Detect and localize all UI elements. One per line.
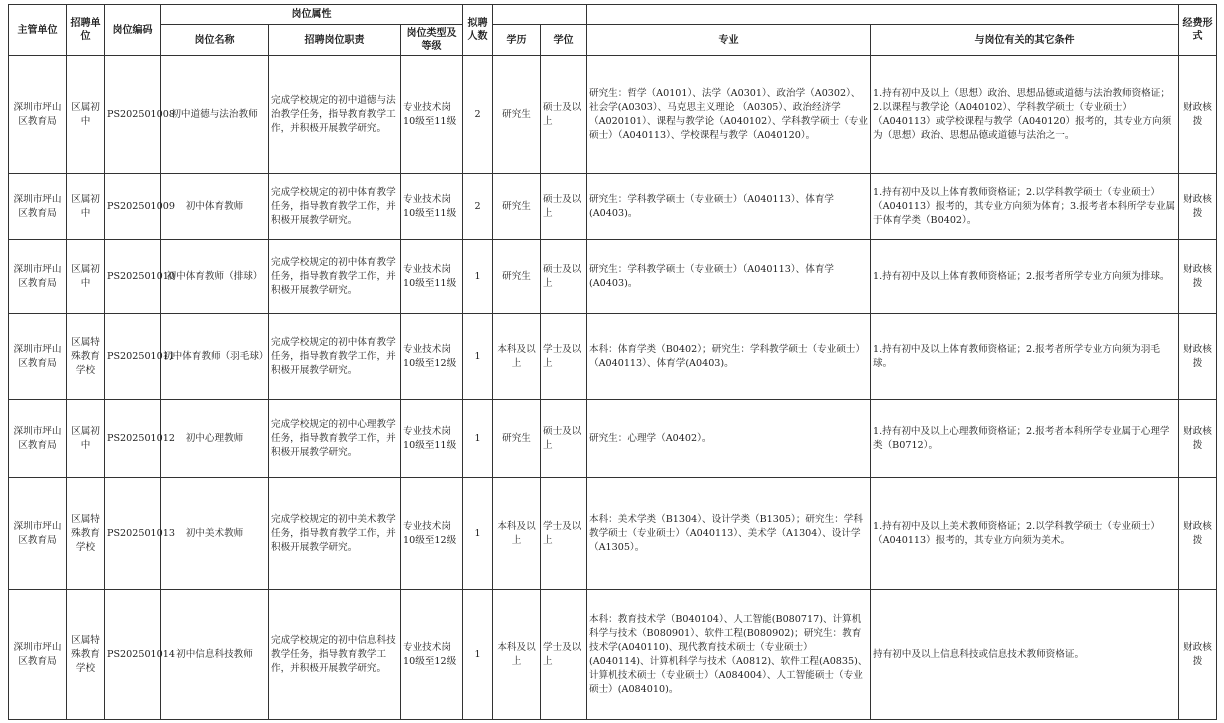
cell-degree: 硕士及以上 — [541, 240, 587, 314]
table-row — [9, 478, 1217, 590]
cell-name: 初中道德与法治教师 — [161, 56, 269, 174]
cell-edu: 研究生 — [493, 174, 541, 240]
cell-edu: 研究生 — [493, 400, 541, 478]
header-other: 与岗位有关的其它条件 — [871, 25, 1179, 56]
cell-name: 初中体育教师（羽毛球） — [161, 314, 269, 400]
cell-name: 初中美术教师 — [161, 478, 269, 590]
cell-other: 1.持有初中及以上体育教师资格证；2.以学科教学硕士（专业硕士）（A040113）报考的，其专业方向须为体育；3.报考者本科所学专业属于体育学类（B0402）。 — [871, 174, 1179, 240]
header-org: 主管单位 — [9, 5, 67, 56]
cell-duty: 完成学校规定的初中体育教学任务，指导教育教学工作，并积极开展教学研究。 — [269, 314, 401, 400]
cell-org: 深圳市坪山区教育局 — [9, 314, 67, 400]
cell-major: 研究生：学科教学硕士（专业硕士）（A040113）、体育学(A0403)。 — [587, 174, 871, 240]
header-duty: 招聘岗位职责 — [269, 25, 401, 56]
cell-code: PS202501014 — [105, 590, 161, 720]
cell-duty: 完成学校规定的初中信息科技教学任务，指导教育教学工作，并积极开展教学研究。 — [269, 590, 401, 720]
cell-major: 本科：美术学类（B1304）、设计学类（B1305）；研究生：学科教学硕士（专业硕士）（A040113）、美术学（A1304）、设计学（A1305）。 — [587, 478, 871, 590]
cell-degree: 硕士及以上 — [541, 174, 587, 240]
header-major: 专业 — [587, 25, 871, 56]
cell-count: 2 — [463, 56, 493, 174]
cell-code: PS202501012 — [105, 400, 161, 478]
table-row — [9, 56, 1217, 174]
cell-count: 2 — [463, 174, 493, 240]
cell-unit: 区属特殊教育学校 — [67, 478, 105, 590]
header-count: 拟聘人数 — [463, 5, 493, 56]
header-fund: 经费形式 — [1179, 5, 1217, 56]
cell-major: 本科：教育技术学（B040104）、人工智能(B080717)、计算机科学与技术（B080901）、软件工程(B080902)；研究生：教育技术学(A040110)、现代教育技术硕士（专业硕士）(A040114)、计算机科学与技术（A0812)、软件工程(A0835)、计算机技术硕士（专业硕士）（A084004）、人工智能硕士（专业硕士）(A084010)。 — [587, 590, 871, 720]
cell-degree: 硕士及以上 — [541, 56, 587, 174]
recruitment-table — [8, 4, 1217, 720]
cell-fund: 财政核拨 — [1179, 56, 1217, 174]
header-group-attr: 岗位属性 — [161, 5, 463, 25]
cell-fund: 财政核拨 — [1179, 240, 1217, 314]
cell-degree: 学士及以上 — [541, 314, 587, 400]
cell-code: PS202501011 — [105, 314, 161, 400]
cell-org: 深圳市坪山区教育局 — [9, 590, 67, 720]
cell-edu: 研究生 — [493, 240, 541, 314]
cell-fund: 财政核拨 — [1179, 174, 1217, 240]
cell-count: 1 — [463, 314, 493, 400]
cell-code: PS202501010 — [105, 240, 161, 314]
cell-edu: 研究生 — [493, 56, 541, 174]
cell-degree: 学士及以上 — [541, 590, 587, 720]
cell-name: 初中信息科技教师 — [161, 590, 269, 720]
header-code: 岗位编码 — [105, 5, 161, 56]
cell-duty: 完成学校规定的初中美术教学任务，指导教育教学工作，并积极开展教学研究。 — [269, 478, 401, 590]
cell-type: 专业技术岗10级至11级 — [401, 174, 463, 240]
cell-count: 1 — [463, 240, 493, 314]
cell-duty: 完成学校规定的初中体育教学任务，指导教育教学工作，并积极开展教学研究。 — [269, 240, 401, 314]
cell-edu: 本科及以上 — [493, 314, 541, 400]
table-row — [9, 400, 1217, 478]
cell-other: 持有初中及以上信息科技或信息技术教师资格证。 — [871, 590, 1179, 720]
table-row — [9, 590, 1217, 720]
cell-other: 1.持有初中及以上心理教师资格证；2.报考者本科所学专业属于心理学类（B0712）。 — [871, 400, 1179, 478]
cell-edu: 本科及以上 — [493, 590, 541, 720]
cell-unit: 区属特殊教育学校 — [67, 314, 105, 400]
header-name: 岗位名称 — [161, 25, 269, 56]
cell-duty: 完成学校规定的初中道德与法治教学任务，指导教育教学工作，并积极开展教学研究。 — [269, 56, 401, 174]
header-type: 岗位类型及等级 — [401, 25, 463, 56]
cell-duty: 完成学校规定的初中心理教学任务，指导教育教学工作，并积极开展教学研究。 — [269, 400, 401, 478]
cell-name: 初中体育教师（排球） — [161, 240, 269, 314]
cell-major: 研究生：哲学（A0101）、法学（A0301）、政治学（A0302）、社会学(A0303）、马克思主义理论 （A0305）、政治经济学（A020101）、课程与教学论（A040102）、学科教学硕士（专业硕士）（A040113）、学校课程与教学（A040120）。 — [587, 56, 871, 174]
cell-fund: 财政核拨 — [1179, 590, 1217, 720]
cell-org: 深圳市坪山区教育局 — [9, 174, 67, 240]
cell-org: 深圳市坪山区教育局 — [9, 478, 67, 590]
cell-org: 深圳市坪山区教育局 — [9, 240, 67, 314]
cell-major: 研究生：心理学（A0402）。 — [587, 400, 871, 478]
cell-type: 专业技术岗10级至11级 — [401, 240, 463, 314]
cell-unit: 区属初中 — [67, 240, 105, 314]
cell-code: PS202501013 — [105, 478, 161, 590]
cell-name: 初中心理教师 — [161, 400, 269, 478]
table-row — [9, 314, 1217, 400]
cell-type: 专业技术岗10级至12级 — [401, 478, 463, 590]
cell-type: 专业技术岗10级至12级 — [401, 590, 463, 720]
cell-org: 深圳市坪山区教育局 — [9, 56, 67, 174]
cell-degree: 硕士及以上 — [541, 400, 587, 478]
cell-fund: 财政核拨 — [1179, 478, 1217, 590]
cell-major: 研究生：学科教学硕士（专业硕士）（A040113）、体育学(A0403)。 — [587, 240, 871, 314]
table-header — [9, 5, 1217, 56]
cell-code: PS202501009 — [105, 174, 161, 240]
cell-count: 1 — [463, 590, 493, 720]
cell-code: PS202501008 — [105, 56, 161, 174]
cell-count: 1 — [463, 478, 493, 590]
cell-type: 专业技术岗10级至12级 — [401, 314, 463, 400]
cell-duty: 完成学校规定的初中体育教学任务，指导教育教学工作，并积极开展教学研究。 — [269, 174, 401, 240]
table-row — [9, 174, 1217, 240]
cell-name: 初中体育教师 — [161, 174, 269, 240]
cell-other: 1.持有初中及以上体育教师资格证；2.报考者所学专业方向须为排球。 — [871, 240, 1179, 314]
cell-other: 1.持有初中及以上（思想）政治、思想品德或道德与法治教师资格证；2.以课程与教学论（A040102）、学科教学硕士（专业硕士）（A040113）或学校课程与教学（A040120）报考的，其专业方向须为（思想）政治、思想品德或道德与法治之一。 — [871, 56, 1179, 174]
cell-edu: 本科及以上 — [493, 478, 541, 590]
cell-other: 1.持有初中及以上体育教师资格证；2.报考者所学专业方向须为羽毛球。 — [871, 314, 1179, 400]
cell-type: 专业技术岗10级至11级 — [401, 400, 463, 478]
header-unit: 招聘单位 — [67, 5, 105, 56]
cell-unit: 区属初中 — [67, 400, 105, 478]
cell-type: 专业技术岗10级至11级 — [401, 56, 463, 174]
cell-count: 1 — [463, 400, 493, 478]
header-group-edu — [493, 5, 587, 25]
cell-unit: 区属初中 — [67, 56, 105, 174]
table-row — [9, 240, 1217, 314]
cell-fund: 财政核拨 — [1179, 314, 1217, 400]
cell-degree: 学士及以上 — [541, 478, 587, 590]
cell-other: 1.持有初中及以上美术教师资格证；2.以学科教学硕士（专业硕士）（A040113）报考的，其专业方向须为美术。 — [871, 478, 1179, 590]
header-edu: 学历 — [493, 25, 541, 56]
cell-org: 深圳市坪山区教育局 — [9, 400, 67, 478]
header-degree: 学位 — [541, 25, 587, 56]
header-group-req — [587, 5, 1179, 25]
cell-fund: 财政核拨 — [1179, 400, 1217, 478]
cell-major: 本科：体育学类（B0402）；研究生：学科教学硕士（专业硕士）（A040113）、体育学(A0403)。 — [587, 314, 871, 400]
cell-unit: 区属初中 — [67, 174, 105, 240]
cell-unit: 区属特殊教育学校 — [67, 590, 105, 720]
